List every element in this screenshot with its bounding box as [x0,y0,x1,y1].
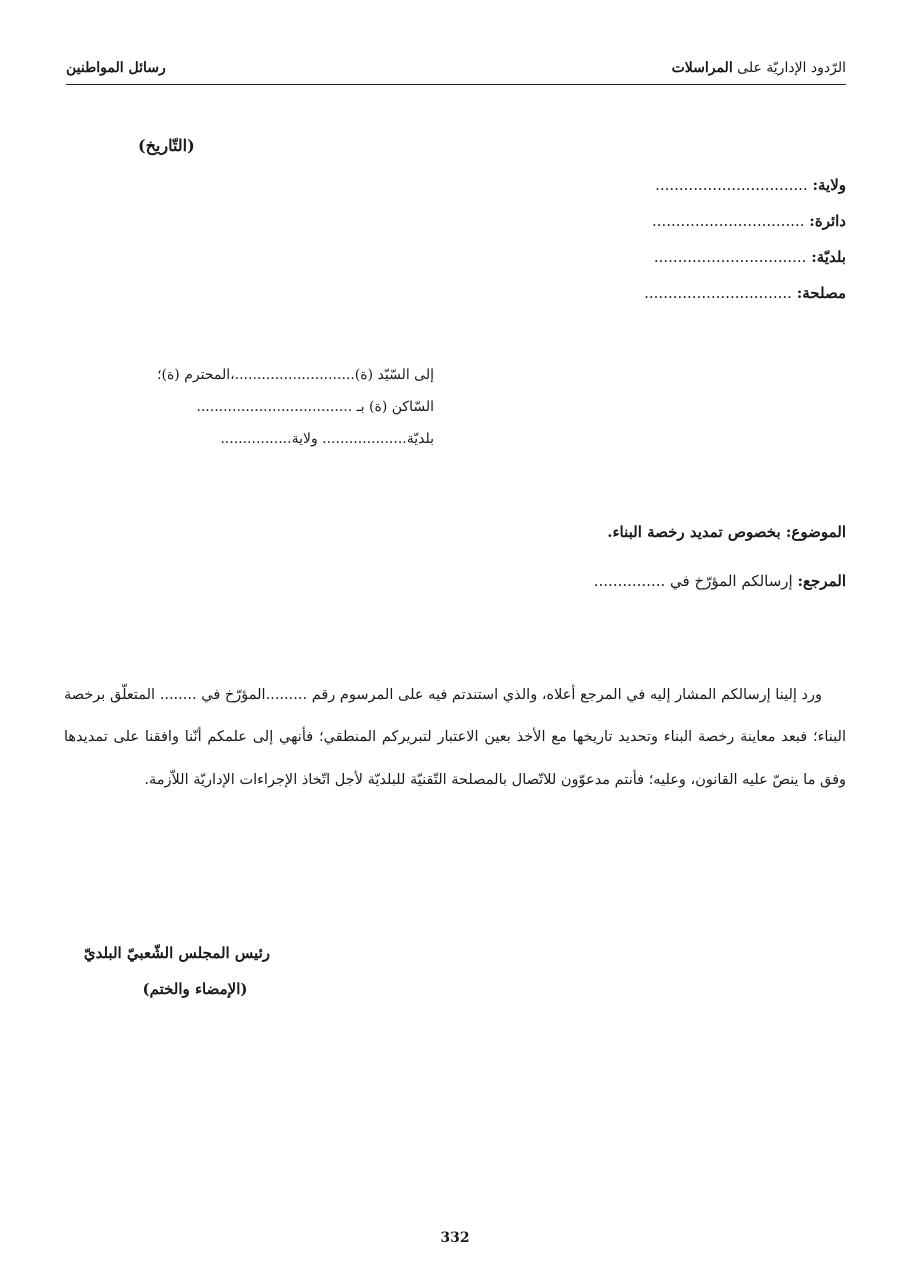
baladiya-line [546,244,846,280]
date-placeholder: (التّاريخ) [138,136,195,155]
body-paragraph: ورد إلينا إرسالكم المشار إليه في المرجع أعلاه، والذي استندتم فيه على المرسوم رقم .........المؤرّخ في ........ المتعلّق برخصة البناء؛ فبعد معاينة رخصة البناء وتحديد تاريخها مع الأخذ بعين الاعتبار لتبريركم المنطقي؛ فأنهي إلى علمكم أنّنا وافقنا على تمديدها وفق ما ينصّ عليه القانون، وعليه؛ فأنتم مدعوّون للاتّصال بالمصلحة التّقنيّة للبلديّة لأجل اتّخاذ الإجراءات الإداريّة اللاّزمة. [64,687,846,788]
letter-body [64,674,846,801]
subject-text: بخصوص تمديد رخصة البناء. [607,523,781,541]
daira-dots: ................................ [651,212,805,230]
maslaha-dots: ............................... [644,284,792,302]
addressee-residence-line: السّاكن (ة) بـ ................................... [196,399,434,415]
addressee-location-line: بلديّة................... ولاية................ [220,431,434,447]
daira-line [546,208,846,244]
baladiya-label: بلديّة: [811,248,846,266]
page-number: 332 [440,1230,470,1246]
reference-text: إرسالكم المؤرّخ في ............... [593,572,793,590]
running-header [66,58,846,85]
administrative-header [546,172,846,316]
signature-note: (الإمضاء والختم) [142,980,248,998]
addressee-block [64,362,434,458]
wilaya-line [546,172,846,208]
chapter-title: رسائل المواطنين [66,60,166,76]
maslaha-label: مصلحة: [796,284,846,302]
wilaya-dots: ................................ [655,176,808,194]
subject-line [607,523,846,541]
book-title-prefix: الرّدود الإداريّة على [737,60,846,76]
reference-line [594,572,846,590]
subject-label: الموضوع: [785,523,846,541]
book-title [672,60,846,76]
maslaha-line [546,280,846,316]
daira-label: دائرة: [809,212,846,230]
baladiya-dots: ................................ [653,248,807,266]
addressee-name-line: إلى السّيّد (ة)...........................،المحترم (ة)؛ [157,367,434,383]
signature-block [83,940,270,1012]
reference-label: المرجع: [797,572,846,590]
wilaya-label: ولاية: [812,176,846,194]
signatory-title: رئيس المجلس الشّعبيّ البلديّ [83,944,270,962]
book-title-bold: المراسلات [671,60,733,76]
